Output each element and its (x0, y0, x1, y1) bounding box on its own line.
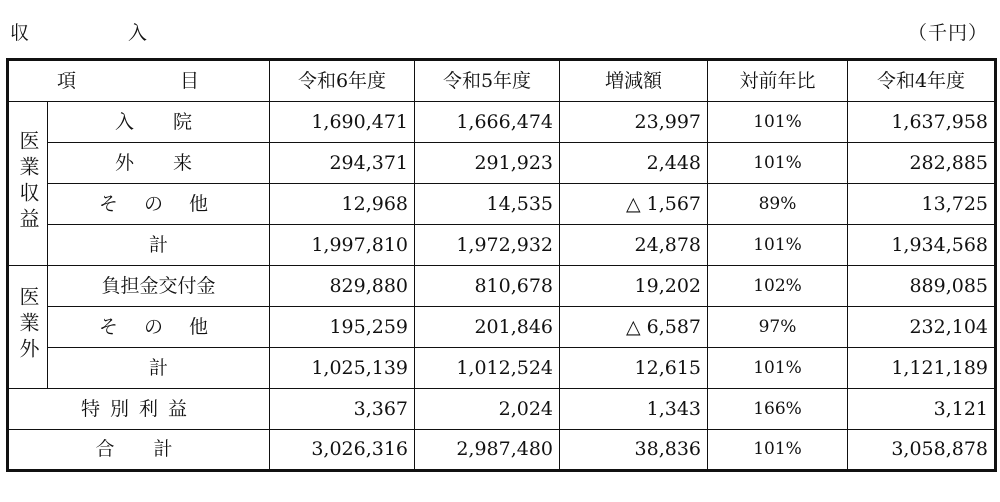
cell-r6: 3,026,316 (270, 430, 415, 471)
total-row (8, 430, 996, 471)
col-header-r5: 令和5年度 (415, 60, 560, 102)
table-row (8, 102, 996, 143)
row-label: 合 計 (8, 430, 270, 471)
table-row (8, 389, 996, 430)
row-label: そ の 他 (48, 184, 270, 225)
row-label: そ の 他 (48, 307, 270, 348)
cell-r5: 14,535 (415, 184, 560, 225)
cell-r5: 2,987,480 (415, 430, 560, 471)
cell-ratio: 101% (708, 143, 848, 184)
row-label: 特別利益 (8, 389, 270, 430)
cell-r4: 1,637,958 (848, 102, 996, 143)
table-row (8, 143, 996, 184)
group-label-non-medical-text: 医業外 (16, 286, 40, 364)
cell-ratio: 89% (708, 184, 848, 225)
cell-r5: 1,012,524 (415, 348, 560, 389)
cell-r5: 291,923 (415, 143, 560, 184)
section-title: 収 入 (10, 22, 188, 44)
cell-r6: 829,880 (270, 266, 415, 307)
cell-r5: 1,666,474 (415, 102, 560, 143)
cell-r6: 1,997,810 (270, 225, 415, 266)
header-row (8, 60, 996, 102)
col-header-r6: 令和6年度 (270, 60, 415, 102)
subtotal-row (8, 225, 996, 266)
cell-r6: 3,367 (270, 389, 415, 430)
cell-r4: 889,085 (848, 266, 996, 307)
cell-ratio: 102% (708, 266, 848, 307)
cell-diff: 12,615 (560, 348, 708, 389)
cell-ratio: 166% (708, 389, 848, 430)
cell-r5: 2,024 (415, 389, 560, 430)
cell-r4: 282,885 (848, 143, 996, 184)
cell-r4: 1,934,568 (848, 225, 996, 266)
group-label-medical-text: 医業収益 (16, 129, 40, 234)
subtotal-row (8, 348, 996, 389)
cell-ratio: 101% (708, 348, 848, 389)
cell-diff: 19,202 (560, 266, 708, 307)
cell-r4: 13,725 (848, 184, 996, 225)
table-row (8, 266, 996, 307)
cell-diff: 24,878 (560, 225, 708, 266)
row-label: 入 院 (48, 102, 270, 143)
cell-ratio: 101% (708, 102, 848, 143)
row-label: 負担金交付金 (48, 266, 270, 307)
col-header-item: 項 目 (8, 60, 270, 102)
cell-r4: 3,058,878 (848, 430, 996, 471)
cell-diff: △ 1,567 (560, 184, 708, 225)
revenue-table (6, 58, 997, 472)
row-label: 外 来 (48, 143, 270, 184)
cell-ratio: 97% (708, 307, 848, 348)
cell-ratio: 101% (708, 430, 848, 471)
cell-diff: 1,343 (560, 389, 708, 430)
group-label-medical (8, 102, 48, 266)
cell-r4: 3,121 (848, 389, 996, 430)
cell-diff: 2,448 (560, 143, 708, 184)
cell-r4: 1,121,189 (848, 348, 996, 389)
row-label: 計 (48, 225, 270, 266)
cell-r6: 1,025,139 (270, 348, 415, 389)
col-header-ratio: 対前年比 (708, 60, 848, 102)
group-label-non-medical (8, 266, 48, 389)
cell-r6: 294,371 (270, 143, 415, 184)
cell-r6: 1,690,471 (270, 102, 415, 143)
table-row (8, 184, 996, 225)
cell-r6: 12,968 (270, 184, 415, 225)
col-header-r4: 令和4年度 (848, 60, 996, 102)
cell-r4: 232,104 (848, 307, 996, 348)
row-label: 計 (48, 348, 270, 389)
cell-ratio: 101% (708, 225, 848, 266)
table-row (8, 307, 996, 348)
cell-r5: 201,846 (415, 307, 560, 348)
cell-diff: 23,997 (560, 102, 708, 143)
cell-r5: 810,678 (415, 266, 560, 307)
cell-r5: 1,972,932 (415, 225, 560, 266)
unit-label: （千円） (907, 22, 988, 44)
cell-diff: 38,836 (560, 430, 708, 471)
cell-r6: 195,259 (270, 307, 415, 348)
col-header-diff: 増減額 (560, 60, 708, 102)
cell-diff: △ 6,587 (560, 307, 708, 348)
